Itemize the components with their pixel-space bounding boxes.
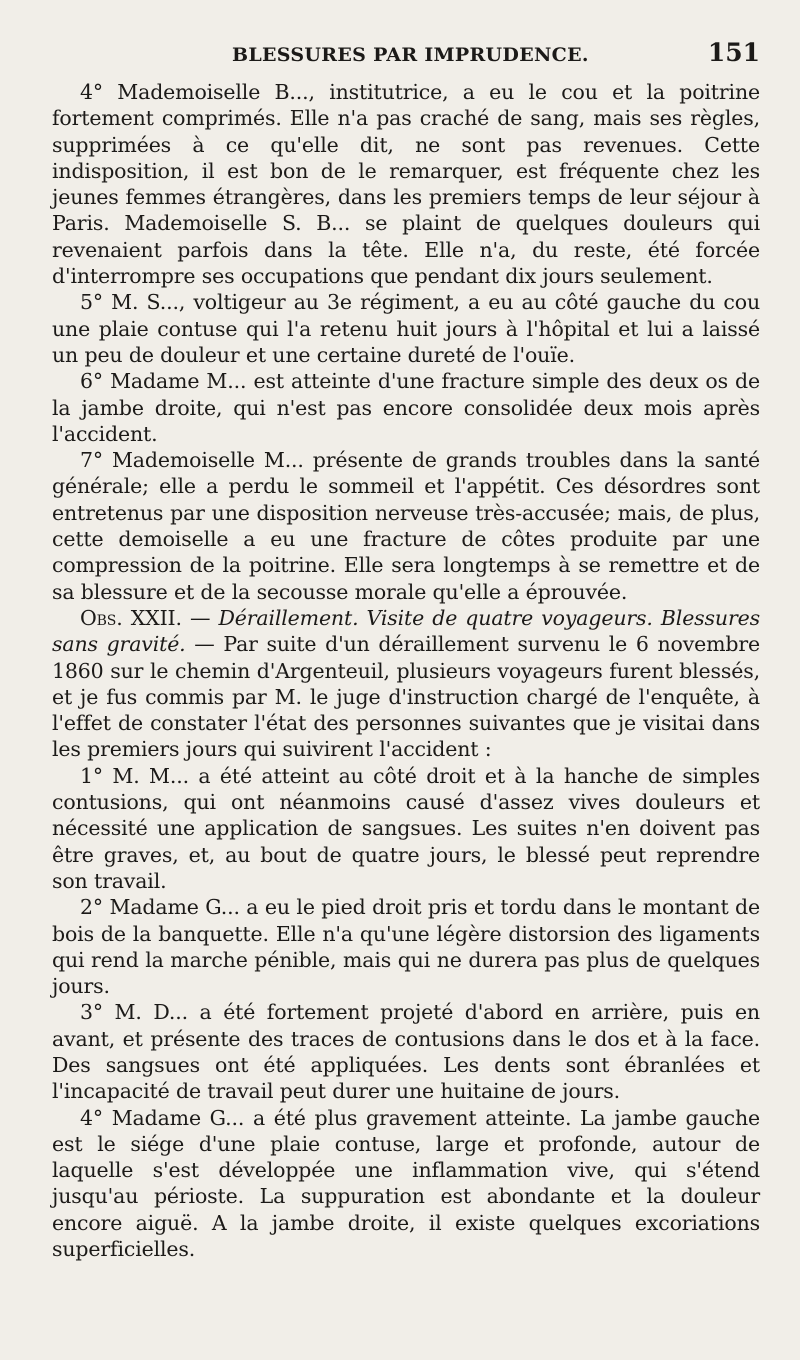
paragraph: 7° Mademoiselle M... présente de grands troubles dans la santé générale; elle a perdu le sommeil et l'appétit. Ces désordres sont entretenus par une disposition nerveuse très-accusée; mais, de plus, cette demoiselle a eu une fracture de côtes produite par une compression de la poitrine. Elle sera longtemps à se remettre et de sa blessure et de la secousse morale qu'elle a éprouvée. (52, 448, 760, 604)
observation-text: — Par suite d'un déraillement survenu le 6 novembre 1860 sur le chemin d'Argenteuil, plusieurs voyageurs furent blessés, et je fus commis par M. le juge d'instruction chargé de l'enquête, à l'effet de constater l'état des personnes suivantes que je visitai dans les premiers jours qui suivirent l'accident : (52, 632, 760, 762)
paragraph: 2° Madame G... a eu le pied droit pris et tordu dans le montant de bois de la banquette. Elle n'a qu'une légère distorsion des ligaments qui rend la marche pénible, mais qui ne durera pas plus de quelques jours. (52, 895, 760, 999)
paragraph: 4° Mademoiselle B..., institutrice, a eu le cou et la poitrine fortement comprimés. Elle n'a pas craché de sang, mais ses règles, supprimées à ce qu'elle dit, ne sont pas revenues. Cette indisposition, il est bon de le remarquer, est fréquente chez les jeunes femmes étrangères, dans les premiers temps de leur séjour à Paris. Mademoiselle S. B... se plaint de quelques douleurs qui revenaient parfois dans la tête. Elle n'a, du reste, été forcée d'interrompre ses occupations que pendant dix jours seulement. (52, 80, 760, 289)
paragraph: 4° Madame G... a été plus gravement atteinte. La jambe gauche est le siége d'une plaie contuse, large et profonde, autour de laquelle s'est développée une inflammation vive, qui s'étend jusqu'au périoste. La suppuration est abondante et la douleur encore aiguë. A la jambe droite, il existe quelques excoriations superficielles. (52, 1105, 760, 1262)
observation-paragraph (52, 605, 760, 763)
paragraph: 5° M. S..., voltigeur au 3e régiment, a eu au côté gauche du cou une plaie contuse qui l'a retenu huit jours à l'hôpital et lui a laissé un peu de douleur et une certaine dureté de l'ouïe. (52, 290, 760, 367)
paragraph: 3° M. D... a été fortement projeté d'abord en arrière, puis en avant, et présente des traces de contusions dans le dos et à la face. Des sangsues ont été appliquées. Les dents sont ébranlées et l'incapacité de travail peut durer une huitaine de jours. (52, 1000, 760, 1104)
observation-dash: — (181, 605, 219, 630)
body-text (52, 79, 760, 1262)
observation-title: Déraillement. Visite de quatre voyageurs. Blessures sans gravité. (52, 605, 760, 657)
running-title: BLESSURES PAR IMPRUDENCE. (232, 44, 589, 66)
page-number: 151 (707, 38, 760, 67)
paragraph: 6° Madame M... est atteinte d'une fracture simple des deux os de la jambe droite, qui n'est pas encore consolidée deux mois après l'accident. (52, 369, 760, 446)
paragraph: 1° M. M... a été atteint au côté droit et à la hanche de simples contusions, qui ont néanmoins causé d'assez vives douleurs et nécessité une application de sangsues. Les suites n'en doivent pas être graves, et, au bout de quatre jours, le blessé peut reprendre son travail. (52, 763, 760, 893)
page-header (52, 38, 760, 67)
observation-label: Obs. XXII. (80, 605, 182, 630)
